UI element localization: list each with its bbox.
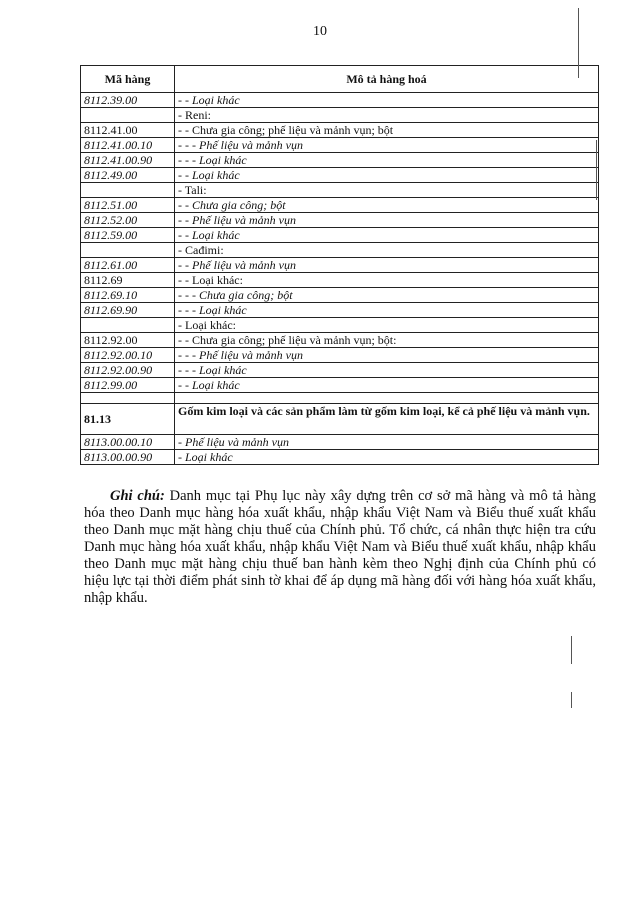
code-cell: 8112.92.00 (81, 333, 175, 348)
table-row (81, 183, 599, 198)
code-cell: 8112.52.00 (81, 213, 175, 228)
scan-edge-mark (578, 8, 579, 78)
table-row (81, 303, 599, 318)
hs-code-table (80, 65, 599, 465)
table-row (81, 108, 599, 123)
table-row (81, 168, 599, 183)
description-cell: - - Phế liệu và mảnh vụn (175, 258, 599, 273)
description-cell: - - Loại khác (175, 378, 599, 393)
description-cell: - - Phế liệu và mảnh vụn (175, 213, 599, 228)
description-cell: - - - Chưa gia công; bột (175, 288, 599, 303)
description-cell: - Cađimi: (175, 243, 599, 258)
header-description: Mô tả hàng hoá (175, 66, 599, 93)
table-body (81, 93, 599, 465)
code-cell: 8112.69 (81, 273, 175, 288)
note-text: Danh mục tại Phụ lục này xây dựng trên cơ sở mã hàng và mô tả hàng hóa theo Danh mục hàng hóa xuất khẩu, nhập khẩu Việt Nam và Biểu thuế xuất khẩu theo Danh mục mặt hàng chịu thuế của Chính phủ. Tổ chức, cá nhân thực hiện tra cứu Danh mục hàng hóa xuất khẩu, nhập khẩu Việt Nam và Biểu thuế xuất khẩu, nhập khẩu theo Danh mục mặt hàng chịu thuế ban hành kèm theo Nghị định của Chính phủ có hiệu lực tại thời điểm phát sinh tờ khai để áp dụng mã hàng đối với hàng hóa xuất khẩu, nhập khẩu. (84, 488, 596, 606)
code-cell (81, 243, 175, 258)
table-row (81, 318, 599, 333)
table-row (81, 138, 599, 153)
table-header-row (81, 66, 599, 93)
table-row (81, 288, 599, 303)
code-cell: 8112.41.00.10 (81, 138, 175, 153)
note-label: Ghi chú: (110, 488, 165, 504)
code-cell: 8112.59.00 (81, 228, 175, 243)
code-cell: 8112.92.00.90 (81, 363, 175, 378)
heading-code-cell: 81.13 (81, 404, 175, 435)
code-cell: 8113.00.00.10 (81, 435, 175, 450)
spacer-cell (81, 393, 175, 404)
scan-edge-mark (571, 636, 572, 664)
code-cell: 8112.51.00 (81, 198, 175, 213)
description-cell: - Loại khác (175, 450, 599, 465)
table-row (81, 123, 599, 138)
scan-edge-mark (596, 140, 597, 200)
description-cell: - - - Phế liệu và mảnh vụn (175, 348, 599, 363)
description-cell: - - - Loại khác (175, 303, 599, 318)
description-cell: - Loại khác: (175, 318, 599, 333)
description-cell: - - - Loại khác (175, 363, 599, 378)
table-row (81, 450, 599, 465)
description-cell: - - Loại khác (175, 168, 599, 183)
description-cell: - Phế liệu và mảnh vụn (175, 435, 599, 450)
code-cell: 8112.39.00 (81, 93, 175, 108)
description-cell: - Reni: (175, 108, 599, 123)
table-row (81, 258, 599, 273)
description-cell: - - Loại khác (175, 93, 599, 108)
description-cell: - - Chưa gia công; phế liệu và mảnh vụn; bột (175, 123, 599, 138)
spacer-cell (175, 393, 599, 404)
code-cell: 8112.49.00 (81, 168, 175, 183)
table-row (81, 198, 599, 213)
header-code: Mã hàng (81, 66, 175, 93)
description-cell: - - - Loại khác (175, 153, 599, 168)
table-row (81, 273, 599, 288)
code-cell: 8112.41.00.90 (81, 153, 175, 168)
note-paragraph (84, 488, 596, 607)
code-cell: 8112.99.00 (81, 378, 175, 393)
code-cell: 8112.41.00 (81, 123, 175, 138)
table-row (81, 228, 599, 243)
code-cell: 8112.61.00 (81, 258, 175, 273)
table-row (81, 378, 599, 393)
code-cell (81, 318, 175, 333)
code-cell (81, 183, 175, 198)
table-row (81, 348, 599, 363)
code-cell: 8112.69.90 (81, 303, 175, 318)
description-cell: - - Chưa gia công; bột (175, 198, 599, 213)
description-cell: - - Loại khác: (175, 273, 599, 288)
code-cell: 8113.00.00.90 (81, 450, 175, 465)
table-row (81, 243, 599, 258)
heading-row (81, 404, 599, 435)
description-cell: - - - Phế liệu và mảnh vụn (175, 138, 599, 153)
table-row (81, 363, 599, 378)
table-row (81, 153, 599, 168)
description-cell: - - Loại khác (175, 228, 599, 243)
code-cell: 8112.69.10 (81, 288, 175, 303)
table-row (81, 333, 599, 348)
table-row (81, 435, 599, 450)
spacer-row (81, 393, 599, 404)
description-cell: - - Chưa gia công; phế liệu và mảnh vụn; bột: (175, 333, 599, 348)
description-cell: - Tali: (175, 183, 599, 198)
heading-description-cell: Gốm kim loại và các sản phẩm làm từ gốm kim loại, kể cả phế liệu và mảnh vụn. (175, 404, 599, 435)
code-cell: 8112.92.00.10 (81, 348, 175, 363)
code-cell (81, 108, 175, 123)
scan-edge-mark (571, 692, 572, 708)
table-row (81, 93, 599, 108)
table-row (81, 213, 599, 228)
page-number: 10 (313, 24, 327, 39)
